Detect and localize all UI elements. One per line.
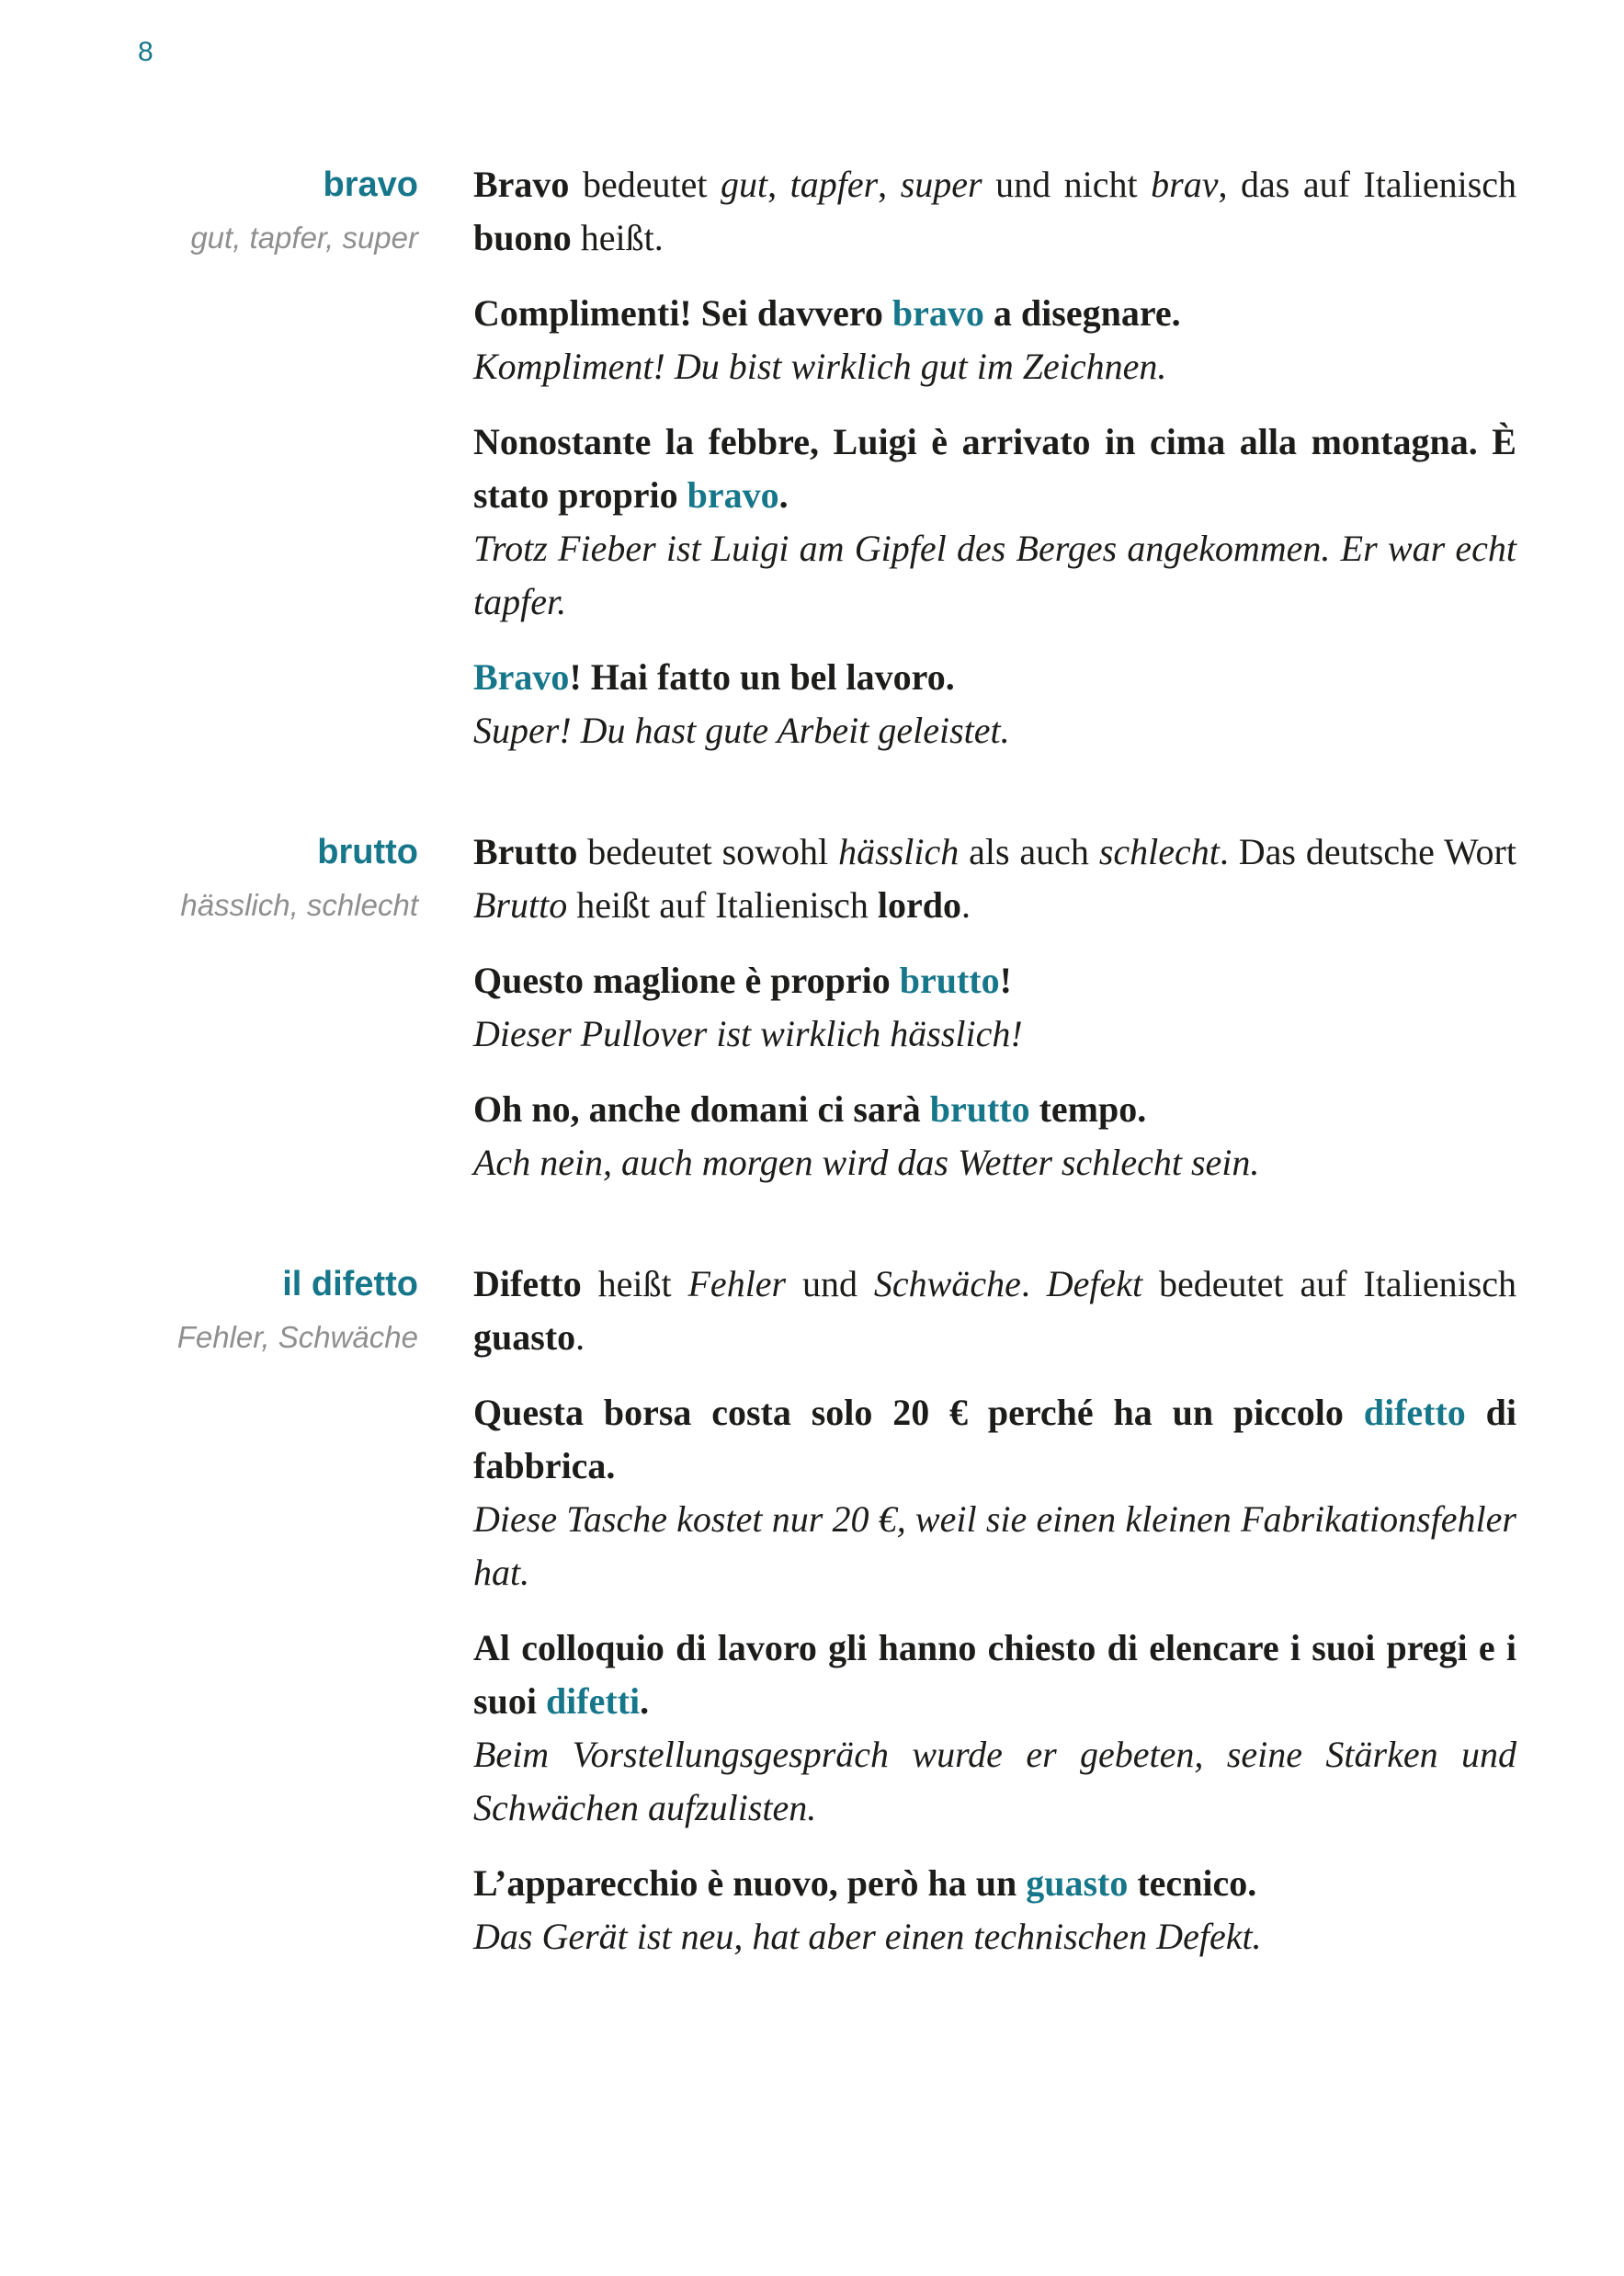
vocabulary-list bbox=[92, 158, 1516, 1963]
text-run: difetto bbox=[1363, 1392, 1466, 1433]
example-german-translation: Trotz Fieber ist Luigi am Gipfel des Berges angekommen. Er war echt tapfer. bbox=[473, 528, 1516, 622]
text-run: , bbox=[767, 164, 790, 205]
text-run: Difetto bbox=[473, 1263, 582, 1304]
text-run: Brutto bbox=[473, 831, 578, 872]
headword: il difetto bbox=[282, 1265, 418, 1303]
text-run: a disegnare. bbox=[983, 292, 1181, 334]
text-run: guasto bbox=[473, 1316, 576, 1358]
example-german-translation: Kompliment! Du bist wirklich gut im Zeichnen. bbox=[473, 346, 1167, 387]
entry-body bbox=[473, 825, 1516, 1257]
entry-margin bbox=[92, 158, 418, 825]
text-run: di fabbrica. bbox=[473, 1392, 1517, 1486]
text-run: ! bbox=[999, 960, 1012, 1001]
text-run: gut bbox=[720, 164, 768, 205]
text-run: Bravo bbox=[473, 164, 570, 205]
text-run: heißt bbox=[581, 1263, 688, 1304]
example-italian bbox=[473, 1386, 1516, 1493]
text-run: bedeutet auf Italienisch bbox=[1142, 1263, 1517, 1304]
text-run: , bbox=[878, 164, 901, 205]
german-gloss: hässlich, schlecht bbox=[180, 888, 418, 922]
entry-body bbox=[473, 1257, 1516, 1963]
text-run: als auch bbox=[959, 831, 1099, 872]
text-run: tapfer bbox=[789, 164, 879, 205]
definition-paragraph bbox=[473, 158, 1516, 265]
page-number: 8 bbox=[138, 37, 153, 67]
example-italian bbox=[473, 1857, 1516, 1910]
definition-paragraph bbox=[473, 1257, 1516, 1364]
text-run: und bbox=[786, 1263, 874, 1304]
entry-body bbox=[473, 158, 1516, 825]
text-run: ! Hai fatto un bel lavoro. bbox=[569, 656, 955, 698]
text-run: brutto bbox=[899, 960, 1000, 1001]
german-gloss: gut, tapfer, super bbox=[190, 221, 418, 255]
entry-margin bbox=[92, 1257, 418, 1963]
text-run: . bbox=[961, 884, 971, 926]
text-run: Defekt bbox=[1046, 1263, 1143, 1304]
text-run: lordo bbox=[877, 884, 962, 926]
text-run: L’apparecchio è nuovo, però ha un bbox=[473, 1862, 1027, 1904]
text-run: Fehler bbox=[687, 1263, 787, 1304]
headword: bravo bbox=[323, 165, 418, 204]
example-german-translation: Ach nein, auch morgen wird das Wetter schlecht sein. bbox=[473, 1142, 1260, 1183]
text-run: heißt. bbox=[571, 217, 664, 258]
text-run: tecnico. bbox=[1128, 1862, 1257, 1904]
german-gloss: Fehler, Schwäche bbox=[176, 1320, 418, 1354]
text-run: . bbox=[1020, 1263, 1047, 1304]
example-italian bbox=[473, 1083, 1516, 1136]
text-run: heißt auf Italienisch bbox=[567, 884, 878, 926]
text-run: brav bbox=[1151, 164, 1219, 205]
text-run: . bbox=[640, 1680, 650, 1722]
text-run: Bravo bbox=[473, 656, 570, 698]
text-run: Oh no, anche domani ci sarà bbox=[473, 1088, 930, 1130]
text-run: und nicht bbox=[982, 164, 1152, 205]
text-run: bravo bbox=[687, 474, 779, 516]
definition-paragraph bbox=[473, 825, 1516, 932]
text-run: buono bbox=[473, 217, 572, 258]
text-run: bravo bbox=[891, 292, 984, 334]
text-run: super bbox=[900, 164, 982, 205]
example-italian bbox=[473, 287, 1516, 340]
text-run: guasto bbox=[1026, 1862, 1129, 1904]
text-run: hässlich bbox=[838, 831, 960, 872]
text-run: Questo maglione è proprio bbox=[473, 960, 900, 1001]
text-run: . bbox=[778, 474, 789, 516]
example-german-translation: Diese Tasche kostet nur 20 €, weil sie einen kleinen Fabrikationsfehler hat. bbox=[473, 1498, 1516, 1593]
example-german-translation: Beim Vorstellungsgespräch wurde er gebeten, seine Stärken und Schwächen aufzulisten. bbox=[473, 1734, 1516, 1828]
example-german-translation: Das Gerät ist neu, hat aber einen technischen Defekt. bbox=[473, 1916, 1262, 1957]
example-german-translation: Super! Du hast gute Arbeit geleistet. bbox=[473, 710, 1010, 751]
example-italian bbox=[473, 1622, 1516, 1728]
text-run: schlecht bbox=[1098, 831, 1220, 872]
example-german-translation: Dieser Pullover ist wirklich hässlich! bbox=[473, 1013, 1023, 1054]
entry-margin bbox=[92, 825, 418, 1257]
example-italian bbox=[473, 651, 1516, 704]
example-italian bbox=[473, 415, 1516, 522]
example-italian bbox=[473, 954, 1516, 1007]
text-run: Brutto bbox=[473, 884, 568, 926]
text-run: Schwäche bbox=[873, 1263, 1021, 1304]
headword: brutto bbox=[317, 833, 418, 871]
text-run: bedeutet bbox=[569, 164, 721, 205]
text-run: Al colloquio di lavoro gli hanno chiesto di elencare i suoi pregi e i suoi bbox=[473, 1627, 1516, 1722]
text-run: . Das deutsche Wort bbox=[1219, 831, 1516, 872]
text-run: tempo. bbox=[1029, 1088, 1147, 1130]
text-run: brutto bbox=[929, 1088, 1030, 1130]
text-run: Complimenti! Sei davvero bbox=[473, 292, 892, 334]
text-run: Questa borsa costa solo 20 € perché ha un piccolo bbox=[473, 1392, 1364, 1433]
text-run: difetti bbox=[545, 1680, 641, 1722]
text-run: Nonostante la febbre, Luigi è arrivato in cima alla montagna. È stato proprio bbox=[473, 421, 1516, 516]
text-run: bedeutet sowohl bbox=[577, 831, 839, 872]
text-run: . bbox=[575, 1316, 585, 1358]
text-run: , das auf Italienisch bbox=[1218, 164, 1517, 205]
